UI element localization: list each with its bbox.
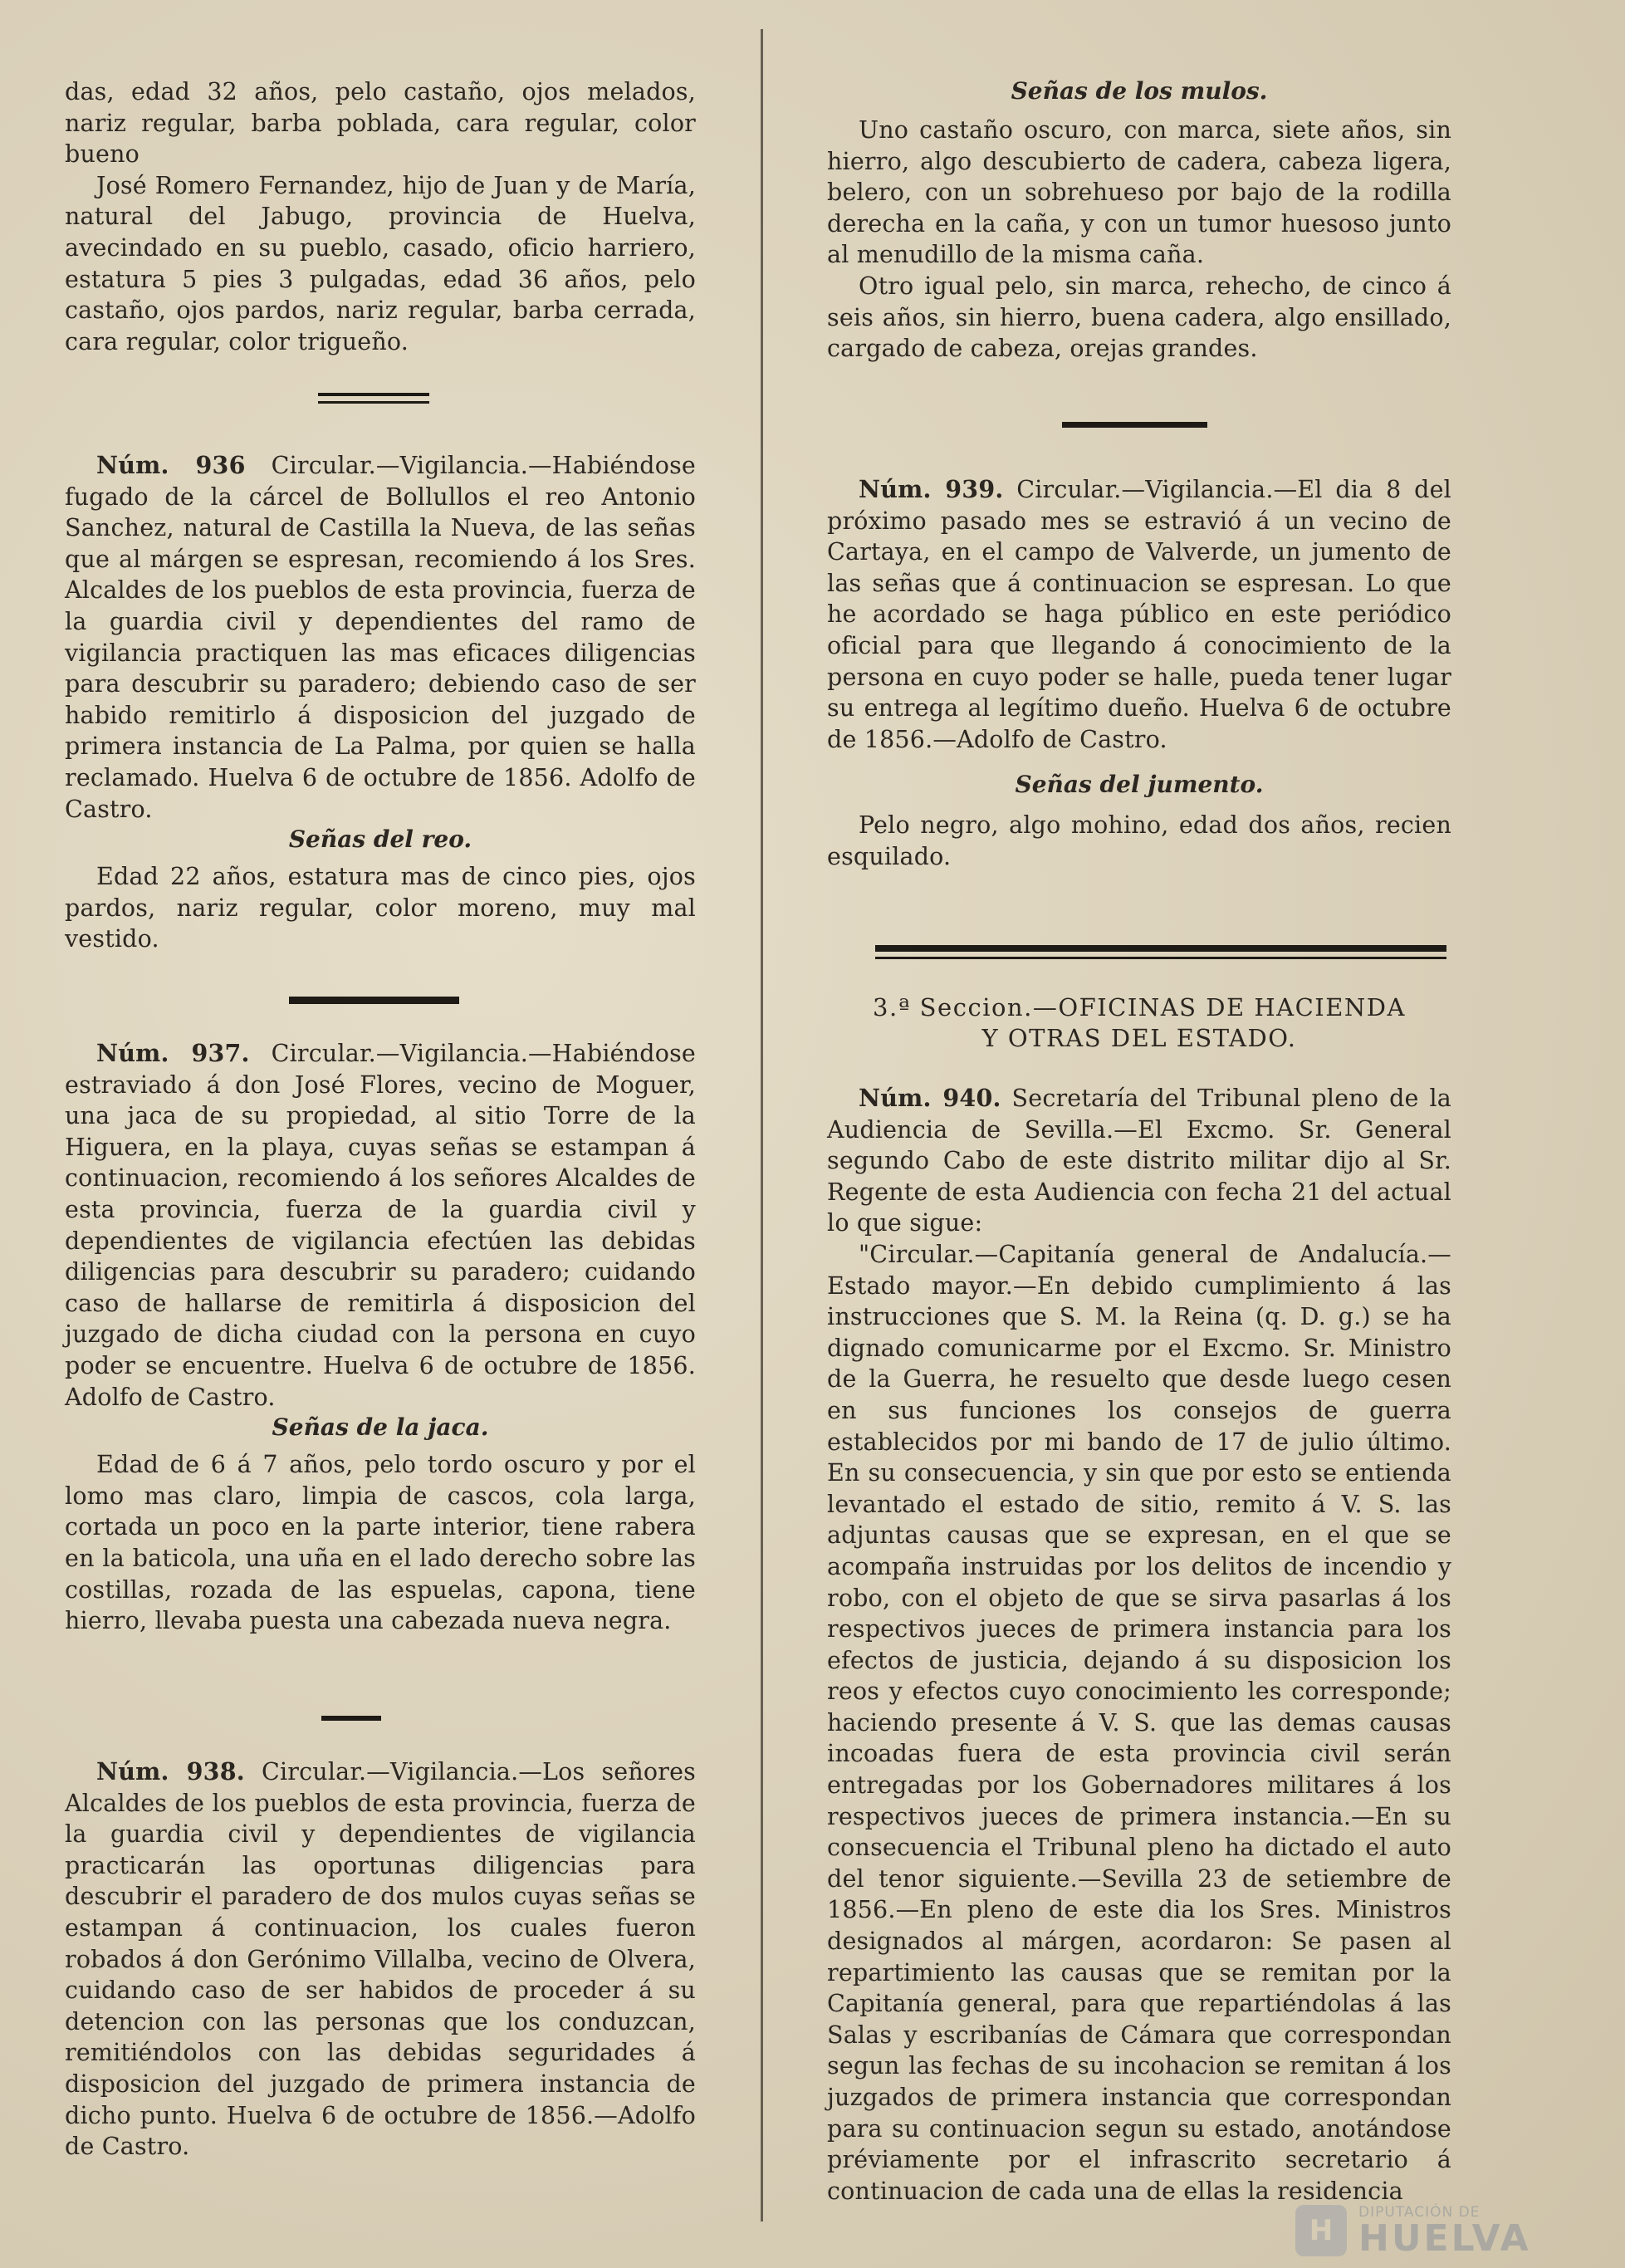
mulos-senas-block — [827, 76, 1451, 365]
circular-937-paragraph — [65, 1038, 696, 1413]
circular-940-paragraph — [827, 1083, 1451, 1239]
mulos-first: Uno castaño oscuro, con marca, siete años, sin hierro, algo descubierto de cadera, cabeza ligera, belero, con un sobrehueso por bajo de la rodilla derecha en la caña, y con un tumor huesoso junto al menudillo de la misma caña. — [827, 116, 1451, 269]
circular-936-text: Circular.—Vigilancia.—Habiéndose fugado de la cárcel de Bollullos el reo Antonio Sanchez, natural de Castilla la Nueva, de las señas que al márgen se espresan, recomiendo á los Sres. Alcaldes de los pueblos de esta provincia, fuerza de la guardia civil y dependientes del ramo de vigilancia practiquen las mas eficaces diligencias para descubrir su paradero; debiendo caso de ser habido remitirlo á disposicion del juzgado de primera instancia de La Palma, por quien se halla reclamado. Huelva 6 de octubre de 1856. Adolfo de Castro. — [65, 452, 696, 823]
circular-938-paragraph — [65, 1756, 696, 2163]
circular-939-number: Núm. 939. — [859, 475, 1004, 503]
right-column — [827, 0, 1451, 2268]
section-double-rule — [875, 945, 1446, 952]
mulos-second: Otro igual pelo, sin marca, rehecho, de cinco á seis años, sin hierro, buena cadera, algo ensillado, cargado de cabeza, orejas grandes. — [827, 272, 1451, 363]
circular-939 — [827, 474, 1451, 873]
separator-rule — [318, 401, 429, 404]
separator-rule — [321, 1716, 381, 1721]
circular-936 — [65, 450, 696, 955]
circular-936-paragraph — [65, 450, 696, 825]
logo-text — [1358, 2204, 1531, 2260]
section-double-rule — [875, 957, 1446, 959]
mulos-caption: Señas de los mulos. — [1011, 77, 1268, 105]
circular-940-number: Núm. 940. — [859, 1084, 1001, 1112]
circular-937 — [65, 1038, 696, 1637]
section-heading-line1: 3.ª Seccion.—OFICINAS DE HACIENDA — [873, 993, 1406, 1021]
watermark-logo — [1295, 2197, 1594, 2264]
column-divider — [761, 29, 763, 2221]
circular-937-senas: Edad de 6 á 7 años, pelo tordo oscuro y por el lomo mas claro, limpia de cascos, cola larga, cortada un poco en la parte interior, tiene rabera en la baticola, una uña en el lado derecho sobre las costillas, rozada de las espuelas, capona, tiene hierro, llevaba puesta una cabezada nueva negra. — [65, 1451, 696, 1635]
logo-top-text: DIPUTACIÓN DE — [1358, 2204, 1481, 2221]
separator-rule — [1062, 422, 1207, 428]
circular-936-senas: Edad 22 años, estatura mas de cinco pies, ojos pardos, nariz regular, color moreno, muy mal vestido. — [65, 863, 696, 953]
circular-940-text: Secretaría del Tribunal pleno de la Audiencia de Sevilla.—El Excmo. Sr. General segundo Cabo de este distrito militar dijo al Sr. Regente de esta Audiencia con fecha 21 del actual lo que sigue: — [827, 1085, 1451, 1237]
circular-937-text: Circular.—Vigilancia.—Habiéndose estraviado á don José Flores, vecino de Moguer, una jaca de su propiedad, al sitio Torre de la Higuera, en la playa, cuyas señas se estampan á continuacion, recomiendo á los señores Alcaldes de esta provincia, fuerza de la guardia civil y dependientes de vigilancia efectúen las debidas diligencias para descubrir su paradero; cuidando caso de hallarse de remitirla á disposicion del juzgado de dicha ciudad con la persona en cuyo poder se encuentre. Huelva 6 de octubre de 1856. Adolfo de Castro. — [65, 1040, 696, 1411]
circular-936-number: Núm. 936 — [96, 451, 246, 479]
left-column — [65, 0, 696, 2268]
continued-paragraph: das, edad 32 años, pelo castaño, ojos melados, nariz regular, barba poblada, cara regular, color bueno — [65, 78, 696, 169]
diputacion-logo-icon: H — [1295, 2205, 1347, 2256]
separator-rule — [318, 393, 429, 396]
circular-938 — [65, 1756, 696, 2163]
separator-rule — [289, 997, 459, 1004]
logo-bottom-text: HUELVA — [1358, 2217, 1531, 2260]
romero-paragraph: José Romero Fernandez, hijo de Juan y de María, natural del Jabugo, provincia de Huelva, avecindado en su pueblo, casado, oficio harriero, estatura 5 pies 3 pulgadas, edad 36 años, pelo castaño, ojos pardos, nariz regular, barba cerrada, cara regular, color trigueño. — [65, 171, 696, 355]
circular-938-number: Núm. 938. — [96, 1757, 245, 1785]
section-heading-line2: Y OTRAS DEL ESTADO. — [981, 1024, 1297, 1052]
continued-text-block — [65, 76, 696, 357]
jumento-caption: Señas del jumento. — [1015, 771, 1264, 799]
circular-938-text: Circular.—Vigilancia.—Los señores Alcaldes de los pueblos de esta provincia, fuerza de la guardia civil y dependientes de vigilancia practicarán las oportunas diligencias para descubrir el paradero de dos mulos cuyas señas se estampan á continuacion, los cuales fueron robados á don Gerónimo Villalba, vecino de Olvera, cuidando caso de ser habidos de proceder á su detencion con las personas que los conduzcan, remitiéndolos con las debidas seguridades á disposicion del juzgado de primera instancia de dicho punto. Huelva 6 de octubre de 1856.—Adolfo de Castro. — [65, 1758, 696, 2161]
circular-939-text: Circular.—Vigilancia.—El dia 8 del próximo pasado mes se estravió á un vecino de Cartaya, en el campo de Valverde, un jumento de las señas que á continuacion se espresan. Lo que he acordado se haga público en este periódico oficial para que llegando á conocimiento de la persona en cuyo poder se halle, pueda tener lugar su entrega al legítimo dueño. Huelva 6 de octubre de 1856.—Adolfo de Castro. — [827, 476, 1451, 753]
circular-937-caption: Señas de la jaca. — [272, 1413, 489, 1442]
circular-937-number: Núm. 937. — [96, 1039, 250, 1067]
circular-940-quote: "Circular.—Capitanía general de Andalucía.—Estado mayor.—En debido cumplimiento á las instrucciones que S. M. la Reina (q. D. g.) se ha dignado comunicarme por el Excmo. Sr. Ministro de la Guerra, he resuelto que desde luego cesen en sus funciones los consejos de guerra establecidos por mi bando de 17 de julio último. En su consecuencia, y sin que por esto se entienda levantado el estado de sitio, remito á V. S. las adjuntas causas que se expresan, en el que se acompaña instruidas por los delitos de incendio y robo, con el objeto de que se sirva pasarlas á los respectivos jueces de primera instancia para los efectos de justicia, dejando á su disposicion los reos y efectos cuyo conocimiento les corresponde; haciendo presente á V. S. que las demas causas incoadas fuera de esta provincia civil serán entregadas por los Gobernadores militares á los respectivos jueces de primera instancia.—En su consecuencia el Tribunal pleno ha dictado el auto del tenor siguiente.—Sevilla 23 de setiembre de 1856.—En pleno de este dia los Sres. Ministros designados al márgen, acordaron: Se pasen al repartimiento las causas que se remitan por la Capitanía general, para que repartiéndolas á las Salas y escribanías de Cámara que correspondan segun las fechas de su incohacion se remitan á los juzgados de primera instancia que correspondan para su continuacion segun su estado, anotándose préviamente por el infrascrito secretario á continuacion de cada una de ellas la residencia — [827, 1240, 1451, 2205]
circular-940 — [827, 1083, 1451, 2207]
section-heading — [827, 992, 1451, 1054]
circular-936-caption: Señas del reo. — [288, 825, 472, 854]
circular-939-paragraph — [827, 474, 1451, 755]
jumento-senas: Pelo negro, algo mohino, edad dos años, recien esquilado. — [827, 811, 1451, 870]
